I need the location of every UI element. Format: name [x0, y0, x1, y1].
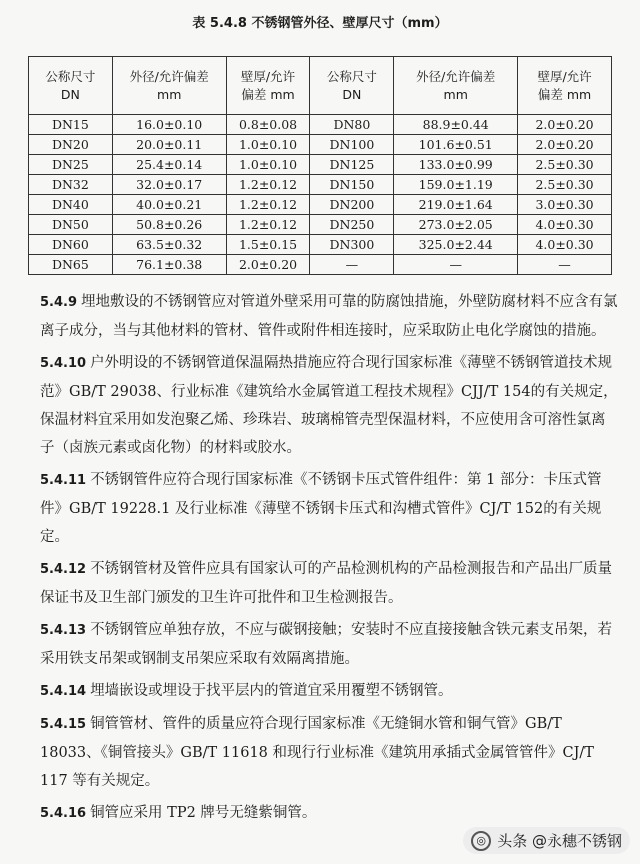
- table-cell: 219.0±1.64: [394, 195, 518, 215]
- clause-text: 铜管管材、管件的质量应符合现行国家标准《无缝铜水管和铜气管》GB/T 18033、《铜管接头》GB/T 11618 和现行行业标准《建筑用承插式金属管管件》CJ/T 117 等有关规定。: [40, 716, 594, 789]
- table-row: [29, 175, 612, 195]
- table-cell: 88.9±0.44: [394, 115, 518, 135]
- table-cell: 101.6±0.51: [394, 135, 518, 155]
- watermark: [463, 827, 630, 854]
- table-cell: 1.5±0.15: [226, 235, 310, 255]
- clause-paragraph: [40, 616, 618, 673]
- table-cell: DN25: [29, 155, 113, 175]
- table-cell: 2.0±0.20: [518, 115, 612, 135]
- clause-text: 埋地敷设的不锈钢管应对管道外壁采用可靠的防腐蚀措施，外壁防腐材料不应含有氯离子成分，当与其他材料的管材、管件或附件相连接时，应采取防止电化学腐蚀的措施。: [40, 294, 618, 339]
- column-header: 外径/允许偏差 mm: [112, 57, 226, 115]
- circle-logo-icon: ◎: [471, 831, 491, 851]
- clause-paragraph: [40, 677, 618, 706]
- table-cell: DN60: [29, 235, 113, 255]
- table-body: [29, 115, 612, 275]
- table-cell: 40.0±0.21: [112, 195, 226, 215]
- table-cell: 2.5±0.30: [518, 155, 612, 175]
- table-cell: 3.0±0.30: [518, 195, 612, 215]
- table-cell: 159.0±1.19: [394, 175, 518, 195]
- pipe-dimension-table: [28, 56, 612, 275]
- column-header: 壁厚/允许 偏差 mm: [226, 57, 310, 115]
- table-cell: DN15: [29, 115, 113, 135]
- clause-text: 户外明设的不锈钢管道保温隔热措施应符合现行国家标准《薄壁不锈钢管道技术规范》GB/T 29038、行业标准《建筑给水金属管道工程技术规程》CJJ/T 154的有关规定，保温材料宜采用如发泡聚乙烯、珍珠岩、玻璃棉管壳型保温材料，不应使用含可溶性氯离子（卤族元素或卤化物）的材料或胶水。: [40, 355, 618, 456]
- column-header: 公称尺寸 DN: [310, 57, 394, 115]
- table-cell: 1.2±0.12: [226, 195, 310, 215]
- clause-paragraph: [40, 349, 618, 462]
- table-cell: 16.0±0.10: [112, 115, 226, 135]
- table-cell: 133.0±0.99: [394, 155, 518, 175]
- table-caption: 表 5.4.8 不锈钢管外径、壁厚尺寸（mm）: [192, 16, 448, 31]
- table-cell: —: [518, 255, 612, 275]
- clause-paragraph: [40, 799, 618, 828]
- column-header: 壁厚/允许 偏差 mm: [518, 57, 612, 115]
- table-cell: DN32: [29, 175, 113, 195]
- table-cell: 1.2±0.12: [226, 215, 310, 235]
- table-cell: 32.0±0.17: [112, 175, 226, 195]
- table-cell: 273.0±2.05: [394, 215, 518, 235]
- clause-number: 5.4.14: [40, 684, 87, 699]
- watermark-text: 头条 @永穗不锈钢: [497, 832, 622, 850]
- clause-number: 5.4.10: [40, 356, 87, 371]
- table-cell: 2.0±0.20: [518, 135, 612, 155]
- table-cell: —: [310, 255, 394, 275]
- table-cell: DN250: [310, 215, 394, 235]
- clause-number: 5.4.13: [40, 623, 87, 638]
- table-row: [29, 215, 612, 235]
- table-cell: 1.0±0.10: [226, 135, 310, 155]
- table-row: [29, 115, 612, 135]
- table-cell: 0.8±0.08: [226, 115, 310, 135]
- table-cell: 1.0±0.10: [226, 155, 310, 175]
- clause-text: 不锈钢管件应符合现行国家标准《不锈钢卡压式管件组件：第 1 部分：卡压式管件》GB/T 19228.1 及行业标准《薄壁不锈钢卡压式和沟槽式管件》CJ/T 152的有关规定。: [40, 472, 602, 545]
- table-cell: 325.0±2.44: [394, 235, 518, 255]
- table-cell: DN300: [310, 235, 394, 255]
- clause-paragraph: [40, 466, 618, 551]
- table-header-row: [29, 57, 612, 115]
- table-cell: DN65: [29, 255, 113, 275]
- clause-number: 5.4.12: [40, 562, 87, 577]
- table-cell: DN40: [29, 195, 113, 215]
- clause-number: 5.4.15: [40, 717, 87, 732]
- clause-text: 埋墙嵌设或埋设于找平层内的管道宜采用覆塑不锈钢管。: [90, 683, 453, 699]
- table-cell: DN20: [29, 135, 113, 155]
- table-cell: 2.5±0.30: [518, 175, 612, 195]
- table-cell: 25.4±0.14: [112, 155, 226, 175]
- table-cell: 50.8±0.26: [112, 215, 226, 235]
- clause-paragraph: [40, 288, 618, 345]
- table-cell: DN125: [310, 155, 394, 175]
- clause-number: 5.4.9: [40, 295, 78, 310]
- column-header: 外径/允许偏差 mm: [394, 57, 518, 115]
- clause-list: [40, 288, 618, 832]
- table-row: [29, 255, 612, 275]
- column-header: 公称尺寸 DN: [29, 57, 113, 115]
- table-cell: 4.0±0.30: [518, 215, 612, 235]
- table-cell: 1.2±0.12: [226, 175, 310, 195]
- clause-text: 不锈钢管应单独存放，不应与碳钢接触；安装时不应直接接触含铁元素支吊架，若采用铁支吊架或钢制支吊架应采取有效隔离措施。: [40, 622, 613, 667]
- table-cell: DN100: [310, 135, 394, 155]
- clause-paragraph: [40, 555, 618, 612]
- table-row: [29, 135, 612, 155]
- table-cell: 2.0±0.20: [226, 255, 310, 275]
- table-row: [29, 195, 612, 215]
- clause-number: 5.4.16: [40, 806, 87, 821]
- table-cell: 76.1±0.38: [112, 255, 226, 275]
- table-cell: DN150: [310, 175, 394, 195]
- table-cell: DN50: [29, 215, 113, 235]
- table-cell: DN80: [310, 115, 394, 135]
- table-row: [29, 235, 612, 255]
- clause-number: 5.4.11: [40, 473, 87, 488]
- table-cell: 63.5±0.32: [112, 235, 226, 255]
- clause-paragraph: [40, 710, 618, 795]
- table-cell: —: [394, 255, 518, 275]
- table-row: [29, 155, 612, 175]
- clause-text: 铜管应采用 TP2 牌号无缝紫铜管。: [90, 805, 317, 821]
- table-cell: 20.0±0.11: [112, 135, 226, 155]
- clause-text: 不锈钢管材及管件应具有国家认可的产品检测机构的产品检测报告和产品出厂质量保证书及卫生部门颁发的卫生许可批件和卫生检测报告。: [40, 561, 613, 606]
- table-cell: 4.0±0.30: [518, 235, 612, 255]
- table-cell: DN200: [310, 195, 394, 215]
